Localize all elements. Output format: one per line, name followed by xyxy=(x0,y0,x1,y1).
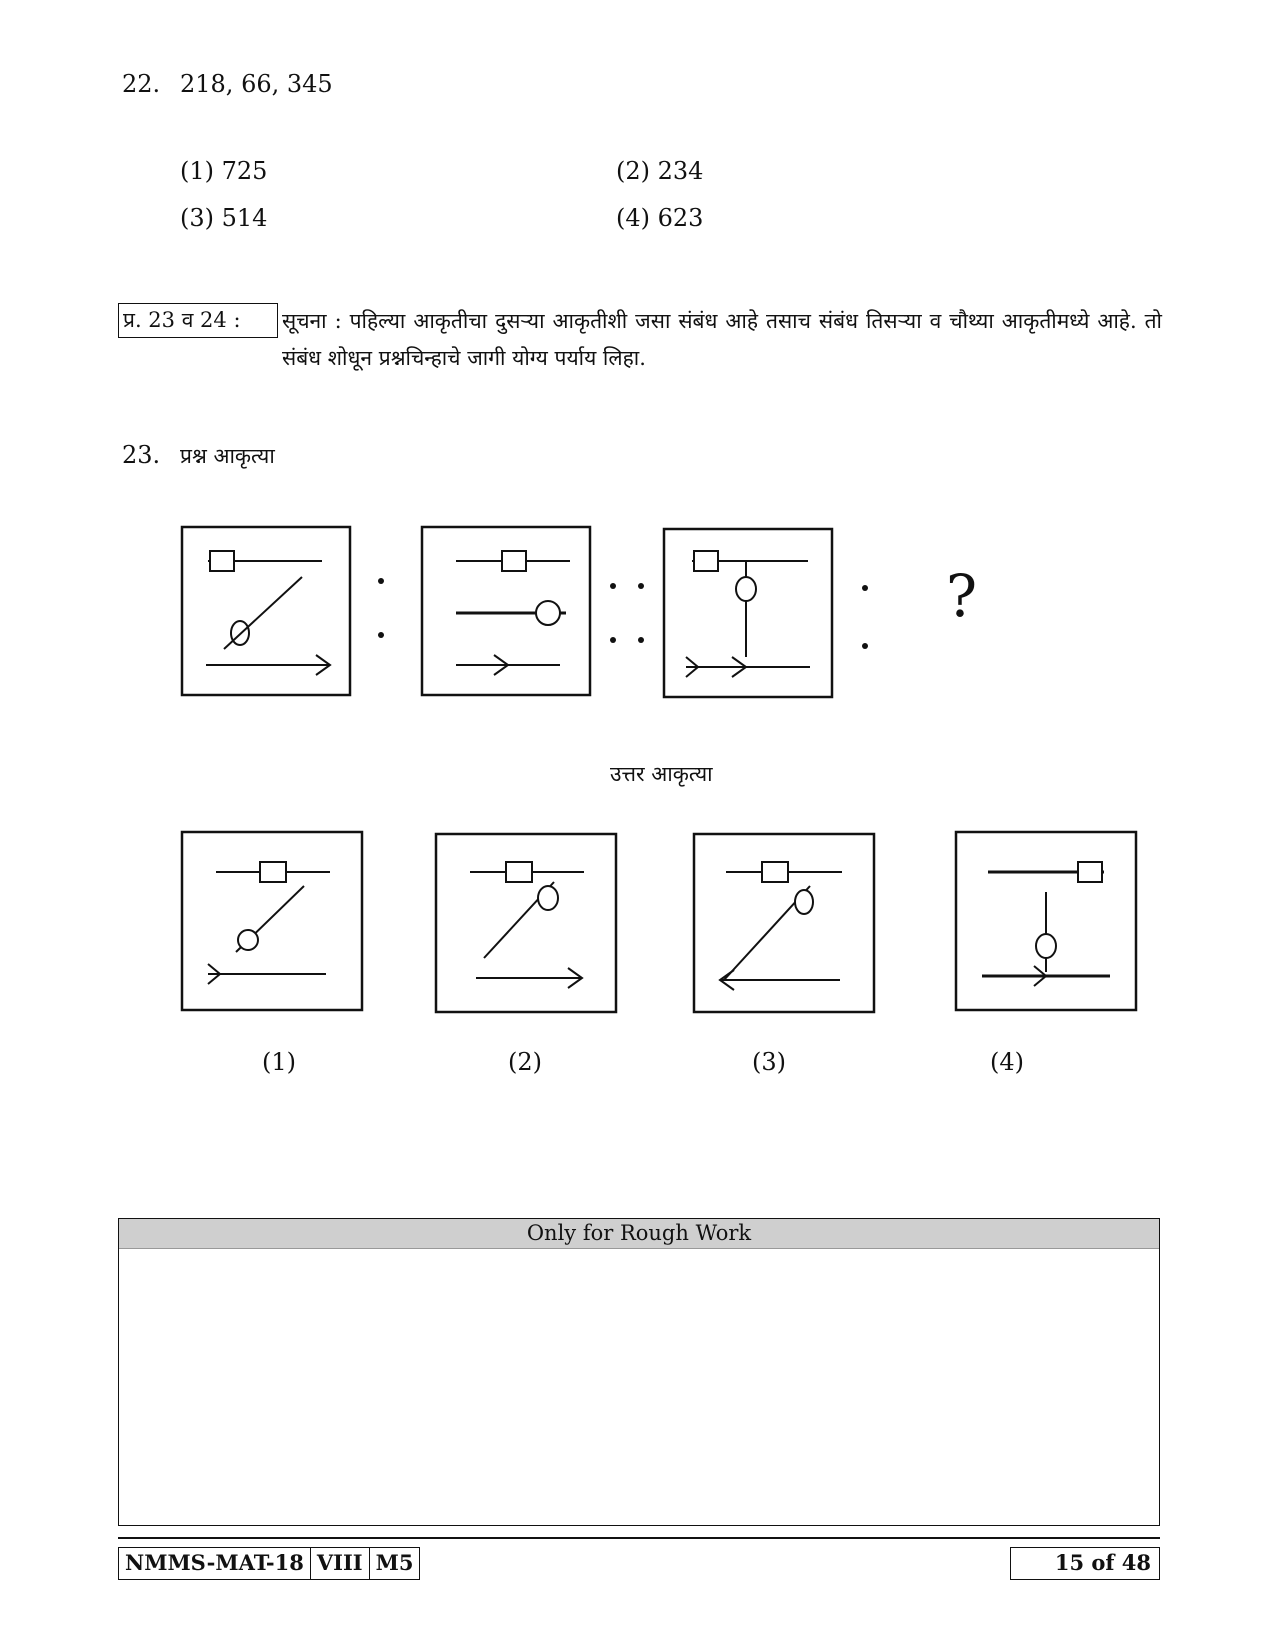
footer-page-number: 15 of 48 xyxy=(1010,1547,1160,1580)
question-figure-1 xyxy=(180,525,352,697)
ratio-dot xyxy=(638,583,644,589)
answer-figure-2 xyxy=(434,832,618,1014)
ratio-dot xyxy=(610,583,616,589)
q23-number: 23. xyxy=(122,441,161,469)
q22-sequence: 218, 66, 345 xyxy=(180,70,333,98)
answer-figure-3 xyxy=(692,832,876,1014)
q22-option-2: (2) 234 xyxy=(616,157,704,185)
q22-number: 22. xyxy=(122,70,161,98)
instruction-text: सूचना : पहिल्या आकृतीचा दुसऱ्या आकृतीशी जसा संबंध आहे तसाच संबंध तिसऱ्या व चौथ्या आकृतीमध्ये आहे. तो संबंध शोधून प्रश्नचिन्हाचे जागी योग्य पर्याय लिहा. xyxy=(282,309,1162,370)
answer-figures-label: उत्तर आकृत्या xyxy=(610,762,713,786)
ratio-dot xyxy=(638,637,644,643)
instruction-label-box: प्र. 23 व 24 : xyxy=(118,303,278,338)
question-figure-3 xyxy=(662,527,834,699)
ratio-dot xyxy=(862,643,868,649)
question-figure-2 xyxy=(420,525,592,697)
footer-rule xyxy=(118,1537,1160,1539)
ratio-dot xyxy=(378,632,384,638)
answer-number-4: (4) xyxy=(990,1048,1024,1076)
rough-work-box xyxy=(118,1218,1160,1526)
answer-figure-4 xyxy=(954,830,1138,1012)
answer-number-1: (1) xyxy=(262,1048,296,1076)
footer-code-box xyxy=(118,1547,420,1580)
footer-class: VIII xyxy=(311,1548,370,1579)
q22-option-1: (1) 725 xyxy=(180,157,268,185)
ratio-dot xyxy=(610,637,616,643)
answer-number-3: (3) xyxy=(752,1048,786,1076)
q23-question-label: प्रश्न आकृत्या xyxy=(180,444,275,468)
q22-option-4: (4) 623 xyxy=(616,204,704,232)
rough-work-title: Only for Rough Work xyxy=(119,1219,1159,1249)
question-mark: ? xyxy=(946,562,978,630)
footer-set: M5 xyxy=(375,1550,414,1575)
ratio-dot xyxy=(378,578,384,584)
q22-option-3: (3) 514 xyxy=(180,204,268,232)
footer-exam-code: NMMS-MAT-18 xyxy=(119,1548,311,1579)
answer-number-2: (2) xyxy=(508,1048,542,1076)
answer-figure-1 xyxy=(180,830,364,1012)
ratio-dot xyxy=(862,585,868,591)
